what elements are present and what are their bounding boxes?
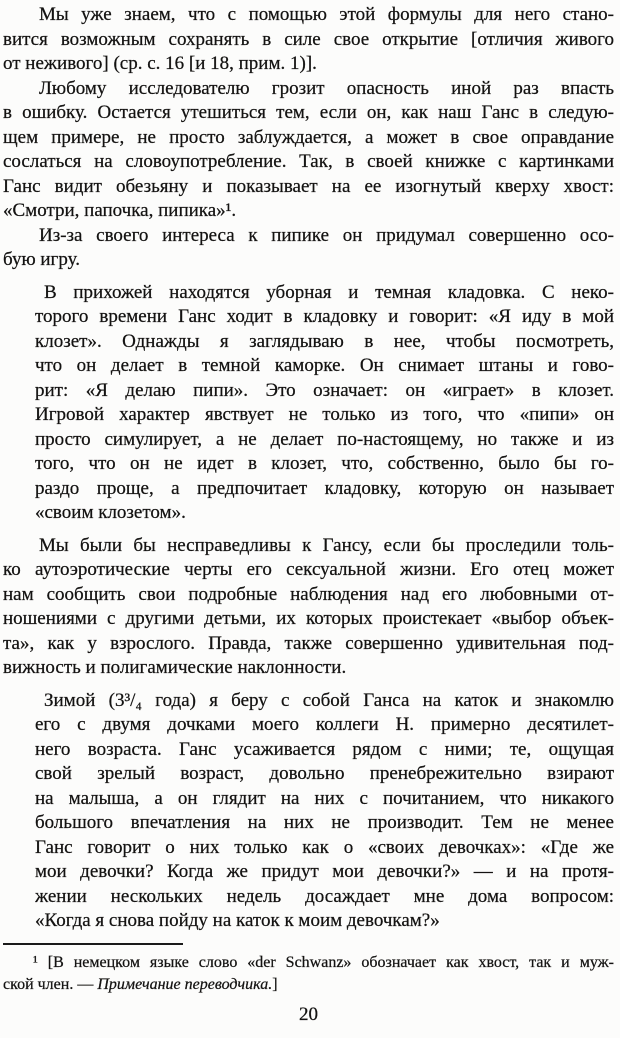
text-segment: та», как у взрослого. Правда, также совершенно удивительная под- — [3, 632, 614, 654]
text-line — [3, 28, 614, 53]
text-line — [35, 305, 614, 330]
text-segment: раздо проще, а предпочитает кладовку, которую он называет — [35, 477, 614, 499]
text-line — [35, 713, 614, 738]
text-line — [3, 224, 614, 249]
text-segment: ко аутоэротические черты его сексуальной жизни. Его отец может — [3, 559, 614, 580]
text-segment: ношениями с другими детьми, их которых проистекает «выбор объек- — [3, 608, 614, 629]
text-segment: Зимой (3³/₄ года) я беру с собой Ганса на каток и знакомлю — [44, 689, 614, 711]
text-segment: Игровой характер явствует не только из того, что «пипи» он — [35, 404, 614, 425]
text-segment: жении нескольких недель досаждает мне дома вопросом: — [35, 885, 614, 907]
text-line — [35, 787, 614, 812]
text-line — [3, 558, 614, 583]
text-line — [3, 534, 614, 559]
page-number: 20 — [299, 1003, 318, 1025]
text-line — [35, 379, 614, 404]
text-segment: «своим клозетом». — [35, 502, 186, 523]
text-segment: щем примере, не просто заблуждается, а может в свое оправдание — [3, 126, 614, 148]
text-line — [3, 199, 614, 224]
text-line — [35, 909, 614, 934]
text-segment: торого времени Ганс ходит в кладовку и говорит: «Я иду в мой — [35, 306, 614, 327]
text-line — [3, 126, 614, 151]
text-line — [35, 738, 614, 763]
text-segment: в ошибку. Остается утешиться тем, если он, как наш Ганс в следую- — [3, 102, 614, 123]
text-line — [3, 632, 614, 657]
text-line — [3, 656, 614, 681]
text-line — [3, 150, 614, 175]
footnote-divider — [3, 943, 183, 945]
text-line — [3, 583, 614, 608]
text-line — [35, 811, 614, 836]
text-segment: того, что он не идет в клозет, что, собственно, было бы го- — [35, 453, 614, 474]
text-line — [3, 175, 614, 200]
text-line — [35, 403, 614, 428]
text-segment: бую игру. — [3, 249, 80, 270]
block-quote — [35, 281, 614, 526]
text-segment: большого впечатления на них не производит. Тем не менее — [35, 812, 614, 833]
text-segment: ской член. — — [3, 975, 98, 993]
text-segment: ¹ [В немецком языке слово «der Schwanz» обозначает как хвост, так и муж- — [33, 953, 614, 971]
text-segment: вижность и полигамические наклонности. — [3, 657, 347, 678]
paragraph — [3, 224, 614, 273]
text-segment: «Смотри, папочка, пипика»¹. — [3, 200, 237, 221]
paragraph — [3, 77, 614, 224]
text-line — [35, 477, 614, 502]
text-segment: на малыша, а он глядит на них с почитанием, что никакого — [35, 787, 614, 809]
footnote-line — [3, 952, 614, 974]
text-segment: ] — [272, 975, 278, 993]
text-segment: него возраста. Ганс усаживается рядом с ними; те, ощущая — [35, 738, 614, 760]
paragraph — [3, 3, 614, 77]
page-text — [3, 3, 614, 934]
text-segment: сослаться на словоупотребление. Так, в своей книжке с картинками — [3, 151, 614, 172]
text-line — [35, 452, 614, 477]
text-line — [3, 77, 614, 102]
text-segment: его с двумя дочками моего коллеги Н. примерно десятилет- — [35, 714, 614, 735]
text-segment: мои девочки? Когда же придут мои девочки?» — и на протя- — [35, 861, 614, 882]
footnote — [3, 952, 614, 996]
text-segment: Мы были бы несправедливы к Гансу, если бы проследили толь- — [39, 534, 614, 556]
text-segment: клозет». Однажды я заглядываю в нее, чтобы посмотреть, — [35, 330, 614, 352]
text-line — [35, 885, 614, 910]
text-line — [3, 52, 614, 77]
footnote-line — [3, 974, 614, 996]
italic-text-segment: Примечание переводчика. — [97, 975, 273, 993]
text-segment: что он делает в темной каморке. Он снимает штаны и гово- — [35, 355, 614, 376]
block-quote — [35, 689, 614, 934]
text-line — [35, 836, 614, 861]
text-segment: Из-за своего интереса к пипике он придумал совершенно осо- — [39, 224, 614, 246]
text-line — [35, 501, 614, 526]
text-line — [35, 330, 614, 355]
text-line — [35, 281, 614, 306]
text-line — [3, 3, 614, 28]
text-segment: Мы уже знаем, что с помощью этой формулы для него стано- — [39, 4, 614, 25]
text-line — [3, 248, 614, 273]
text-segment: нам сообщить свои подробные наблюдения над его любовными от- — [3, 583, 614, 605]
text-segment: Ганс видит обезьяну и показывает на ее изогнутый кверху хвост: — [3, 175, 614, 197]
text-segment: Любому исследователю грозит опасность иной раз впасть — [39, 77, 614, 99]
text-segment: «Когда я снова пойду на каток к моим девочкам?» — [35, 910, 440, 931]
text-segment: вится возможным сохранять в силе свое открытие [отличия живого — [3, 28, 614, 50]
paragraph — [3, 534, 614, 681]
text-line — [35, 689, 614, 714]
text-line — [35, 428, 614, 453]
text-segment: рит: «Я делаю пипи». Это означает: он «играет» в клозет. — [35, 379, 614, 401]
text-line — [35, 860, 614, 885]
text-line — [3, 101, 614, 126]
text-line — [35, 762, 614, 787]
text-segment: свой зрелый возраст, довольно пренебрежительно взирают — [35, 763, 614, 784]
text-line — [35, 354, 614, 379]
text-segment: В прихожей находятся уборная и темная кладовка. С неко- — [44, 281, 614, 303]
text-segment: от неживого] (ср. с. 16 [и 18, прим. 1)]. — [3, 53, 317, 74]
text-segment: просто симулирует, а не делает по-настоящему, но также и из — [35, 428, 614, 450]
text-line — [3, 607, 614, 632]
text-segment: Ганс говорит о них только как о «своих девочках»: «Где же — [35, 836, 614, 858]
